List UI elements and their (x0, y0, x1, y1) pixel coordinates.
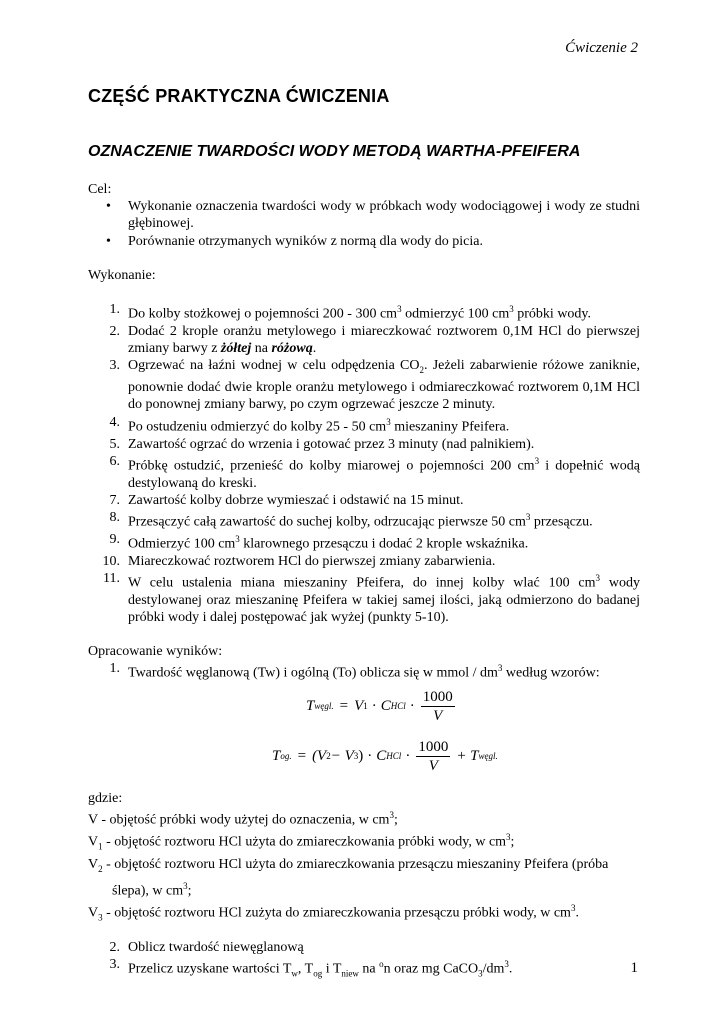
goal-list (88, 198, 640, 250)
procedure-step: 6. Próbkę ostudzić, przenieść do kolby miarowej o pojemności 200 $cm^3$ i dopełnić wodą destylowaną do kreski. (109, 453, 640, 491)
page-title: CZĘŚĆ PRAKTYCZNA ĆWICZENIA (88, 86, 390, 106)
results-steps (88, 660, 640, 682)
results-step-1: 1. Twardość węglanową (Tw) i ogólną (To) oblicza się w mmol / $dm^3$ według wzorów: (109, 661, 600, 682)
section-subtitle: OZNACZENIE TWARDOŚCI WODY METODĄ WARTHA-PFEIFERA (88, 143, 581, 160)
procedure-steps (88, 301, 640, 626)
document-body (88, 181, 640, 982)
definition-item: $V_3$ - objętość roztworu HCl zużyta do zmiareczkowania przesączu próbki wody, w $cm^3$. (88, 902, 579, 923)
procedure-step: 11. W celu ustalenia miana mieszaniny Pfeifera, do innej kolby wlać 100 $cm^3$ wody destylowanej oraz mieszaninę Pfeifera w takiej samej ilości, jaką odmierzono do badanej próbki wody i dalej postępować jak wyżej (punkty 5-10). (103, 570, 640, 625)
page-number: 1 (630, 960, 638, 976)
procedure-step: 3. Ogrzewać na łaźni wodnej w celu odpędzenia $CO_2$. Jeżeli zabarwienie różowe zaniknie, ponownie dodać dwie krople oranżu metylowego i odmiareczkować roztworem 0,1M HCl do ponownej zmiany barwy, po czym ogrzewać jeszcze 2 minuty. (109, 358, 640, 413)
formula-total-hardness: T og. = (V 2 − V 3 ) · C HCl · $\frac{1000}{V}$ + T węgl. (272, 739, 498, 775)
definitions-list (88, 807, 640, 926)
procedure-step: 7. Zawartość kolby dobrze wymieszać i odstawić na 15 minut. (109, 492, 464, 508)
results-label: Opracowanie wyników: (88, 644, 223, 660)
procedure-step: 4. Po ostudzeniu odmierzyć do kolby 25 - 50 $cm^3$ mieszaniny Pfeifera. (109, 414, 510, 435)
bullet-icon: • (106, 199, 111, 215)
definition-item: V - objętość próbki wody użytej do oznaczenia, w $cm^3$; (88, 810, 398, 829)
exercise-header: Ćwiczenie 2 (565, 40, 638, 56)
procedure-step: 10. Miareczkować roztworem HCl do pierwszej zmiany zabarwienia. (102, 553, 496, 569)
results-step-3: 3. Przelicz uzyskane wartości $T_w$, $T_{og}$ i $T_{niew}$ na $^o$n oraz mg $CaCO_3/dm^3$. (109, 956, 513, 979)
goal-item: • Wykonanie oznaczenia twardości wody w próbkach wody wodociągowej i wody ze studni głębinowej. (106, 199, 640, 232)
definition-item: $V_2$ - objętość roztworu HCl użyta do zmiareczkowania przesączu mieszaniny Pfeifera (próba ślepa), w $cm^3$; (88, 856, 609, 899)
goal-label: Cel: (88, 182, 112, 197)
procedure-step: 8. Przesączyć całą zawartość do suchej kolby, odrzucając pierwsze 50 $cm^3$ przesączu. (109, 510, 593, 530)
formula-carbonate-hardness: T węgl. = V 1 · C HCl · $\frac{1000}{V}$ (306, 689, 453, 725)
results-step-2: 2. Oblicz twardość niewęglanową (109, 939, 304, 955)
procedure-label: Wykonanie: (88, 267, 156, 283)
procedure-step: 5. Zawartość ogrzać do wrzenia i gotować przez 3 minuty (nad palnikiem). (109, 436, 535, 452)
definition-item: $V_1$ - objętość roztworu HCl użyta do zmiareczkowania próbki wody, w $cm^3$; (88, 832, 515, 852)
bullet-icon: • (106, 233, 111, 249)
procedure-step: 9. Odmierzyć 100 $cm^3$ klarownego przesączu i dodać 2 krople wskaźnika. (109, 531, 529, 552)
results-steps-continued (88, 939, 640, 983)
procedure-step: 1. Do kolby stożkowej o pojemności 200 - 300 $cm^3$ odmierzyć 100 $cm^3$ próbki wody. (109, 302, 592, 322)
procedure-step: 2. Dodać 2 krople oranżu metylowego i miareczkować roztworem 0,1M HCl do pierwszej zmiany barwy z żółtej na różową. (109, 323, 640, 357)
goal-item: • Porównanie otrzymanych wyników z normą dla wody do picia. (106, 233, 483, 249)
where-label: gdzie: (88, 791, 123, 807)
